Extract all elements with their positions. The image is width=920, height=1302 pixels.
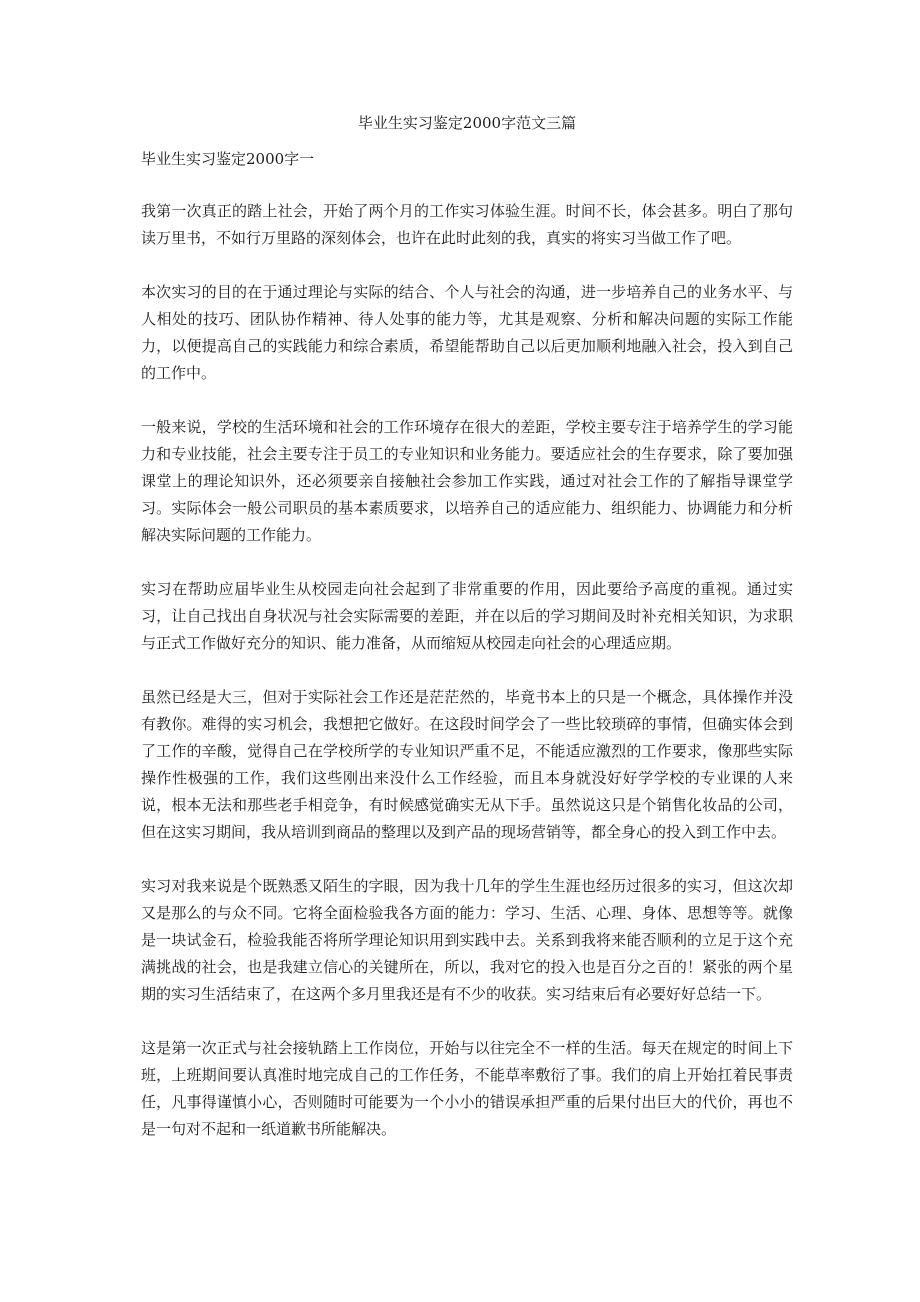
paragraph-3: 一般来说，学校的生活环境和社会的工作环境存在很大的差距，学校主要专注于培养学生的学习能力和专业技能，社会主要专注于员工的专业知识和业务能力。要适应社会的生存要求，除了要加强课堂上的理论知识外，还必须要亲自接触社会参加工作实践，通过对社会工作的了解指导课堂学习。实际体会一般公司职员的基本素质要求，以培养自己的适应能力、组织能力、协调能力和分析解决实际问题的工作能力。 [141, 418, 793, 544]
paragraph-4: 实习在帮助应届毕业生从校园走向社会起到了非常重要的作用，因此要给予高度的重视。通过实习，让自己找出自身状况与社会实际需要的差距，并在以后的学习期间及时补充相关知识，为求职与正式工作做好充分的知识、能力准备，从而缩短从校园走向社会的心理适应期。 [141, 580, 793, 652]
document-page [141, 112, 793, 1170]
document-title: 毕业生实习鉴定2000字范文三篇 [357, 114, 577, 132]
paragraph-7: 这是第一次正式与社会接轨踏上工作岗位，开始与以往完全不一样的生活。每天在规定的时间上下班，上班期间要认真准时地完成自己的工作任务，不能草率敷衍了事。我们的肩上开始扛着民事责任，凡事得谨慎小心，否则随时可能要为一个小小的错误承担严重的后果付出巨大的代价，再也不是一句对不起和一纸道歉书所能解决。 [141, 1039, 793, 1138]
paragraph-2: 本次实习的目的在于通过理论与实际的结合、个人与社会的沟通，进一步培养自己的业务水平、与人相处的技巧、团队协作精神、待人处事的能力等，尤其是观察、分析和解决问题的实际工作能力，以便提高自己的实践能力和综合素质，希望能帮助自己以后更加顺利地融入社会，投入到自己的工作中。 [141, 283, 793, 382]
paragraph-5: 虽然已经是大三，但对于实际社会工作还是茫茫然的，毕竟书本上的只是一个概念，具体操作并没有教你。难得的实习机会，我想把它做好。在这段时间学会了一些比较琐碎的事情，但确实体会到了工作的辛酸，觉得自己在学校所学的专业知识严重不足，不能适应激烈的工作要求，像那些实际操作性极强的工作，我们这些刚出来没什么工作经验，而且本身就没好好学学校的专业课的人来说，根本无法和那些老手相竞争，有时候感觉确实无从下手。虽然说这只是个销售化妆品的公司，但在这实习期间，我从培训到商品的整理以及到产品的现场营销等，都全身心的投入到工作中去。 [141, 688, 793, 841]
section-heading: 毕业生实习鉴定2000字一 [141, 150, 315, 168]
paragraph-6: 实习对我来说是个既熟悉又陌生的字眼，因为我十几年的学生生涯也经历过很多的实习，但这次却又是那么的与众不同。它将全面检验我各方面的能力：学习、生活、心理、身体、思想等等。就像是一块试金石，检验我能否将所学理论知识用到实践中去。关系到我将来能否顺利的立足于这个充满挑战的社会，也是我建立信心的关键所在，所以，我对它的投入也是百分之百的！紧张的两个星期的实习生活结束了，在这两个多月里我还是有不少的收获。实习结束后有必要好好总结一下。 [141, 877, 793, 1003]
paragraph-1: 我第一次真正的踏上社会，开始了两个月的工作实习体验生涯。时间不长，体会甚多。明白了那句读万里书，不如行万里路的深刻体会，也许在此时此刻的我，真实的将实习当做工作了吧。 [141, 202, 793, 247]
